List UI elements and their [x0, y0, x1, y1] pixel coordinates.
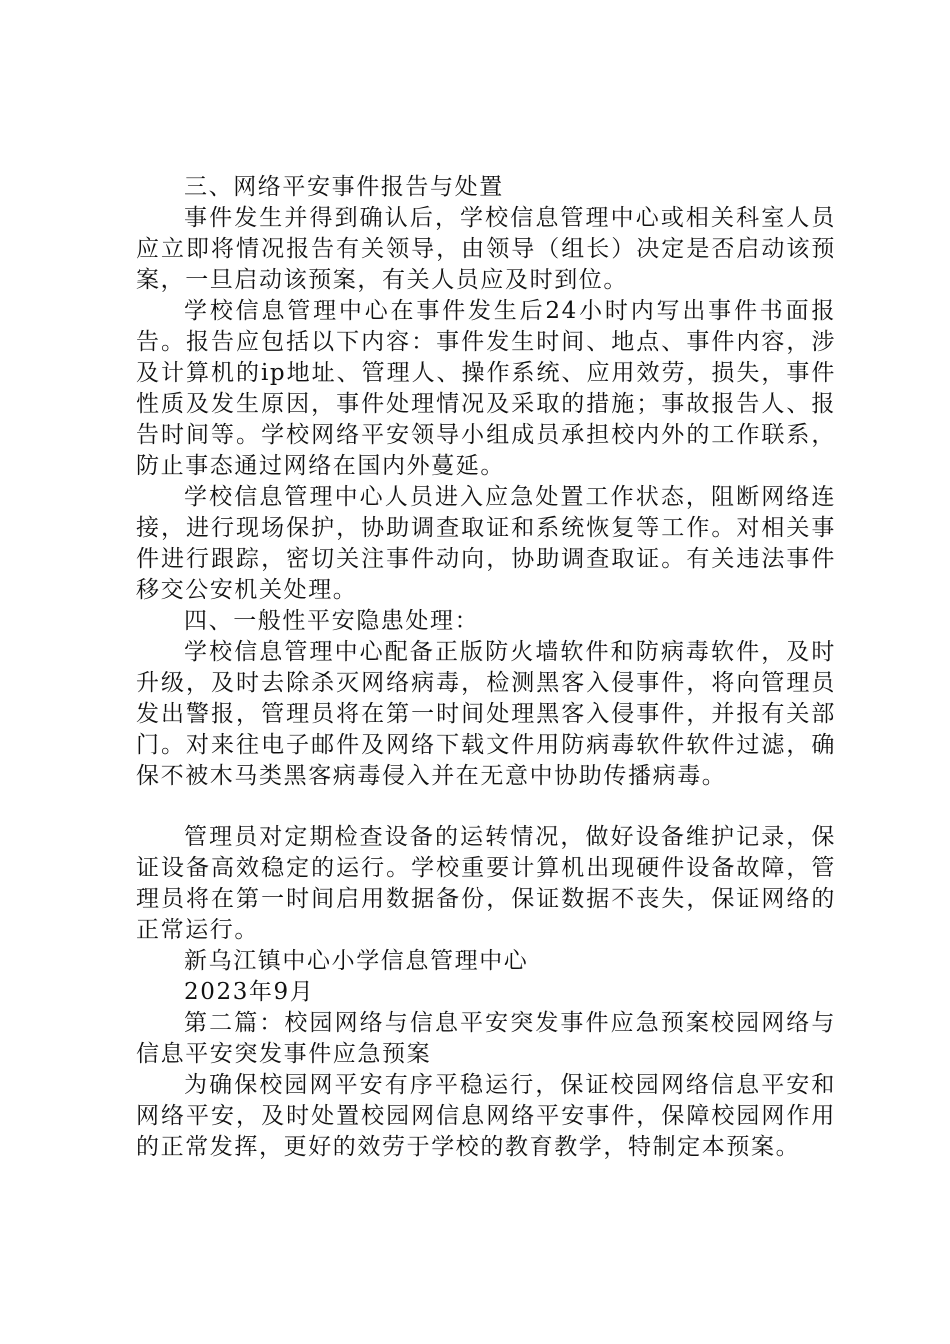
paragraph-gap [136, 792, 836, 822]
section-3-paragraph-3: 学校信息管理中心人员进入应急处置工作状态，阻断网络连接，进行现场保护，协助调查取证和系统恢复等工作。对相关事件进行跟踪，密切关注事件动向，协助调查取证。有关违法事件移交公安机关处理。 [136, 484, 836, 603]
section-3-heading: 三、网络平安事件报告与处置 [184, 174, 504, 200]
section-3-paragraph-2: 学校信息管理中心在事件发生后24小时内写出事件书面报告。报告应包括以下内容：事件发生时间、地点、事件内容，涉及计算机的ip地址、管理人、操作系统、应用效劳，损失，事件性质及发生原因，事件处理情况及采取的措施；事故报告人、报告时间等。学校网络平安领导小组成员承担校内外的工作联系，防止事态通过网络在国内外蔓延。 [136, 298, 836, 479]
part-2-paragraph-1: 为确保校园网平安有序平稳运行，保证校园网络信息平安和网络平安，及时处置校园网信息网络平安事件，保障校园网作用的正常发挥，更好的效劳于学校的教育教学，特制定本预案。 [136, 1072, 836, 1160]
section-4-paragraph-2: 管理员对定期检查设备的运转情况，做好设备维护记录，保证设备高效稳定的运行。学校重要计算机出现硬件设备故障，管理员将在第一时间启用数据备份，保证数据不丧失，保证网络的正常运行。 [136, 824, 836, 943]
part-2-title: 第二篇：校园网络与信息平安突发事件应急预案校园网络与信息平安突发事件应急预案 [136, 1010, 836, 1067]
section-4-paragraph-1: 学校信息管理中心配备正版防火墙软件和防病毒软件，及时升级，及时去除杀灭网络病毒，检测黑客入侵事件，将向管理员发出警报，管理员将在第一时间处理黑客入侵事件，并报有关部门。对来往电子邮件及网络下载文件用防病毒软件软件过滤，确保不被木马类黑客病毒侵入并在无意中协助传播病毒。 [136, 639, 836, 789]
signature-date: 2023年9月 [184, 979, 315, 1005]
signature-organization: 新乌江镇中心小学信息管理中心 [184, 948, 529, 974]
document-page [136, 172, 836, 1163]
section-3-paragraph-1: 事件发生并得到确认后，学校信息管理中心或相关科室人员应立即将情况报告有关领导，由领导（组长）决定是否启动该预案，一旦启动该预案，有关人员应及时到位。 [136, 205, 836, 293]
section-4-heading: 四、一般性平安隐患处理： [184, 608, 480, 634]
